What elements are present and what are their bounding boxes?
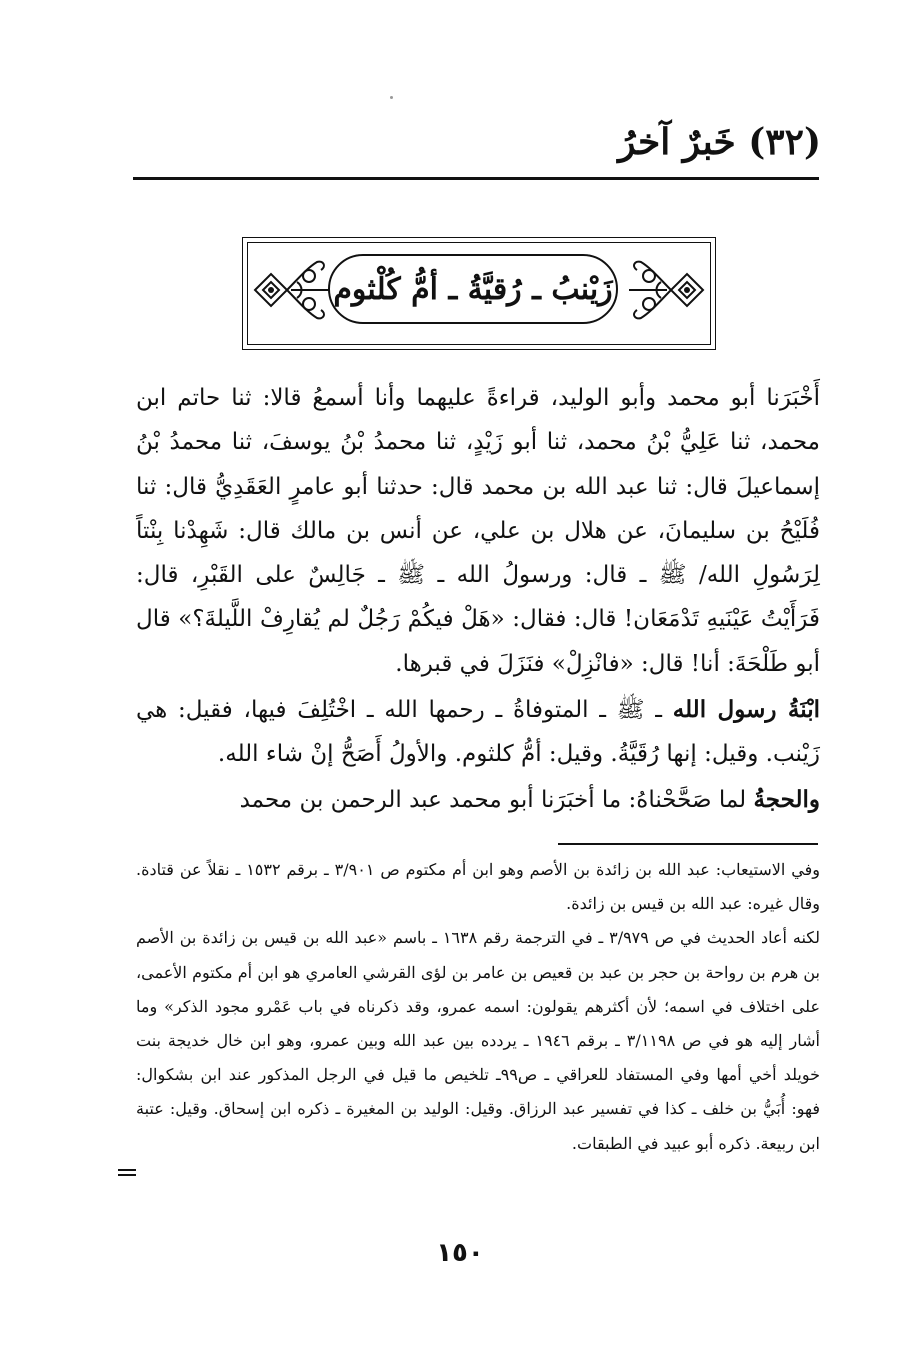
- banner-title: زَيْنبُ ـ رُقيَّةُ ـ أمُّ كُلْثوم: [333, 271, 613, 307]
- footnotes: [136, 853, 820, 1161]
- footnote-2: لكنه أعاد الحديث في ص ٣/٩٧٩ ـ في الترجمة رقم ١٦٣٨ ـ باسم «عبد الله بن قيس بن زائدة بن الأصم بن هرم بن رواحة بن حجر بن عبد بن قعيص بن عامر بن لؤى القرشي العامري هو ابن أم مكتوم الأعمى، على اختلاف في اسمه؛ لأن أكثرهم يقولون: اسمه عمرو، وقد ذكرناه في باب عَمْرو مجود الذكر» وما أشار إليه هو في ص ٣/١١٩٨ ـ برقم ١٩٤٦ ـ يردده بين عبد الله وبين عمرو، وهو ابن خال خديجة بنت خويلد أخي أمها وفي المستفاد للعراقي ـ ص٩٩ـ تلخيص ما قيل في الرجل المذكور عند ابن بشكوال: فهو: أُبَيُّ بن خلف ـ كذا في تفسير عبد الرزاق. وقيل: الوليد بن المغيرة ـ ذكره ابن إسحاق. وقيل: عتبة ابن ربيعة. ذكره أبو عبيد في الطبقات.: [136, 928, 821, 1153]
- chapter-title: (٣٢) خَبرٌ آخرُ: [618, 121, 821, 163]
- section-banner: [242, 237, 716, 350]
- paragraph-3-lead: والحجةُ: [753, 786, 820, 813]
- scan-speck: [390, 96, 393, 99]
- body-paragraph-1: أَخْبَرَنا أبو محمد وأبو الوليد، قراءةً عليهما وأنا أسمعُ قالا: ثنا حاتم ابن محمد، ثنا عَلِيُّ بْنُ محمد، ثنا أبو زَيْدٍ، ثنا محمدُ بْنُ يوسفَ، ثنا محمدُ بْنُ إسماعيلَ قال: ثنا عبد الله بن محمد قال: حدثنا أبو عامرٍ العَقَدِيُّ قال: ثنا فُلَيْحُ بن سليمانَ، عن هلال بن علي، عن أنس بن مالك قال: شَهِدْنا بِنْتاً لِرَسُولِ الله/ ﷺ ـ قال: ورسولُ الله ـ ﷺ ـ جَالِسٌ على القَبْرِ، قال: فَرَأَيْتُ عَيْنَيهِ تَدْمَعَان! قال: فقال: «هَلْ فيكُمْ رَجُلٌ لم يُقارِفْ اللَّيلةَ؟» قال أبو طَلْحَةَ: أنا! قال: «فانْزِلْ» فنَزَلَ في قبرها.: [136, 385, 820, 677]
- page-number: ١٥٠: [436, 1238, 484, 1268]
- footnote-1: وفي الاستيعاب: عبد الله بن زائدة بن الأصم وهو ابن أم مكتوم ص ٣/٩٠١ ـ برقم ١٥٣٢ ـ نقلاً عن قتادة. وقال غيره: عبد الله بن قيس بن زائدة.: [136, 860, 821, 914]
- paragraph-2-text: ـ ﷺ ـ المتوفاةُ ـ رحمها الله ـ اخْتُلِفَ فيها، فقيل: هي زَيْنب. وقيل: إنها رُقَيَّةُ. وقيل: أمُّ كلثوم. والأولُ أَصَحُّ إنْ شاء الله.: [136, 697, 820, 768]
- body-paragraph-3: [136, 778, 820, 822]
- paragraph-2-lead: ابْنَةُ رسول الله: [672, 696, 820, 723]
- header-rule: [133, 177, 819, 180]
- right-ornament-icon: [627, 250, 707, 330]
- left-ornament-icon: [251, 250, 331, 330]
- body-paragraph-2: [136, 688, 820, 777]
- continuation-mark-icon: [118, 1169, 136, 1179]
- paragraph-3-text: لما صَحَّحْناهُ: ما أخبَرَنا أبو محمد عبد الرحمن بن محمد: [239, 787, 754, 813]
- footnote-rule: [558, 843, 818, 845]
